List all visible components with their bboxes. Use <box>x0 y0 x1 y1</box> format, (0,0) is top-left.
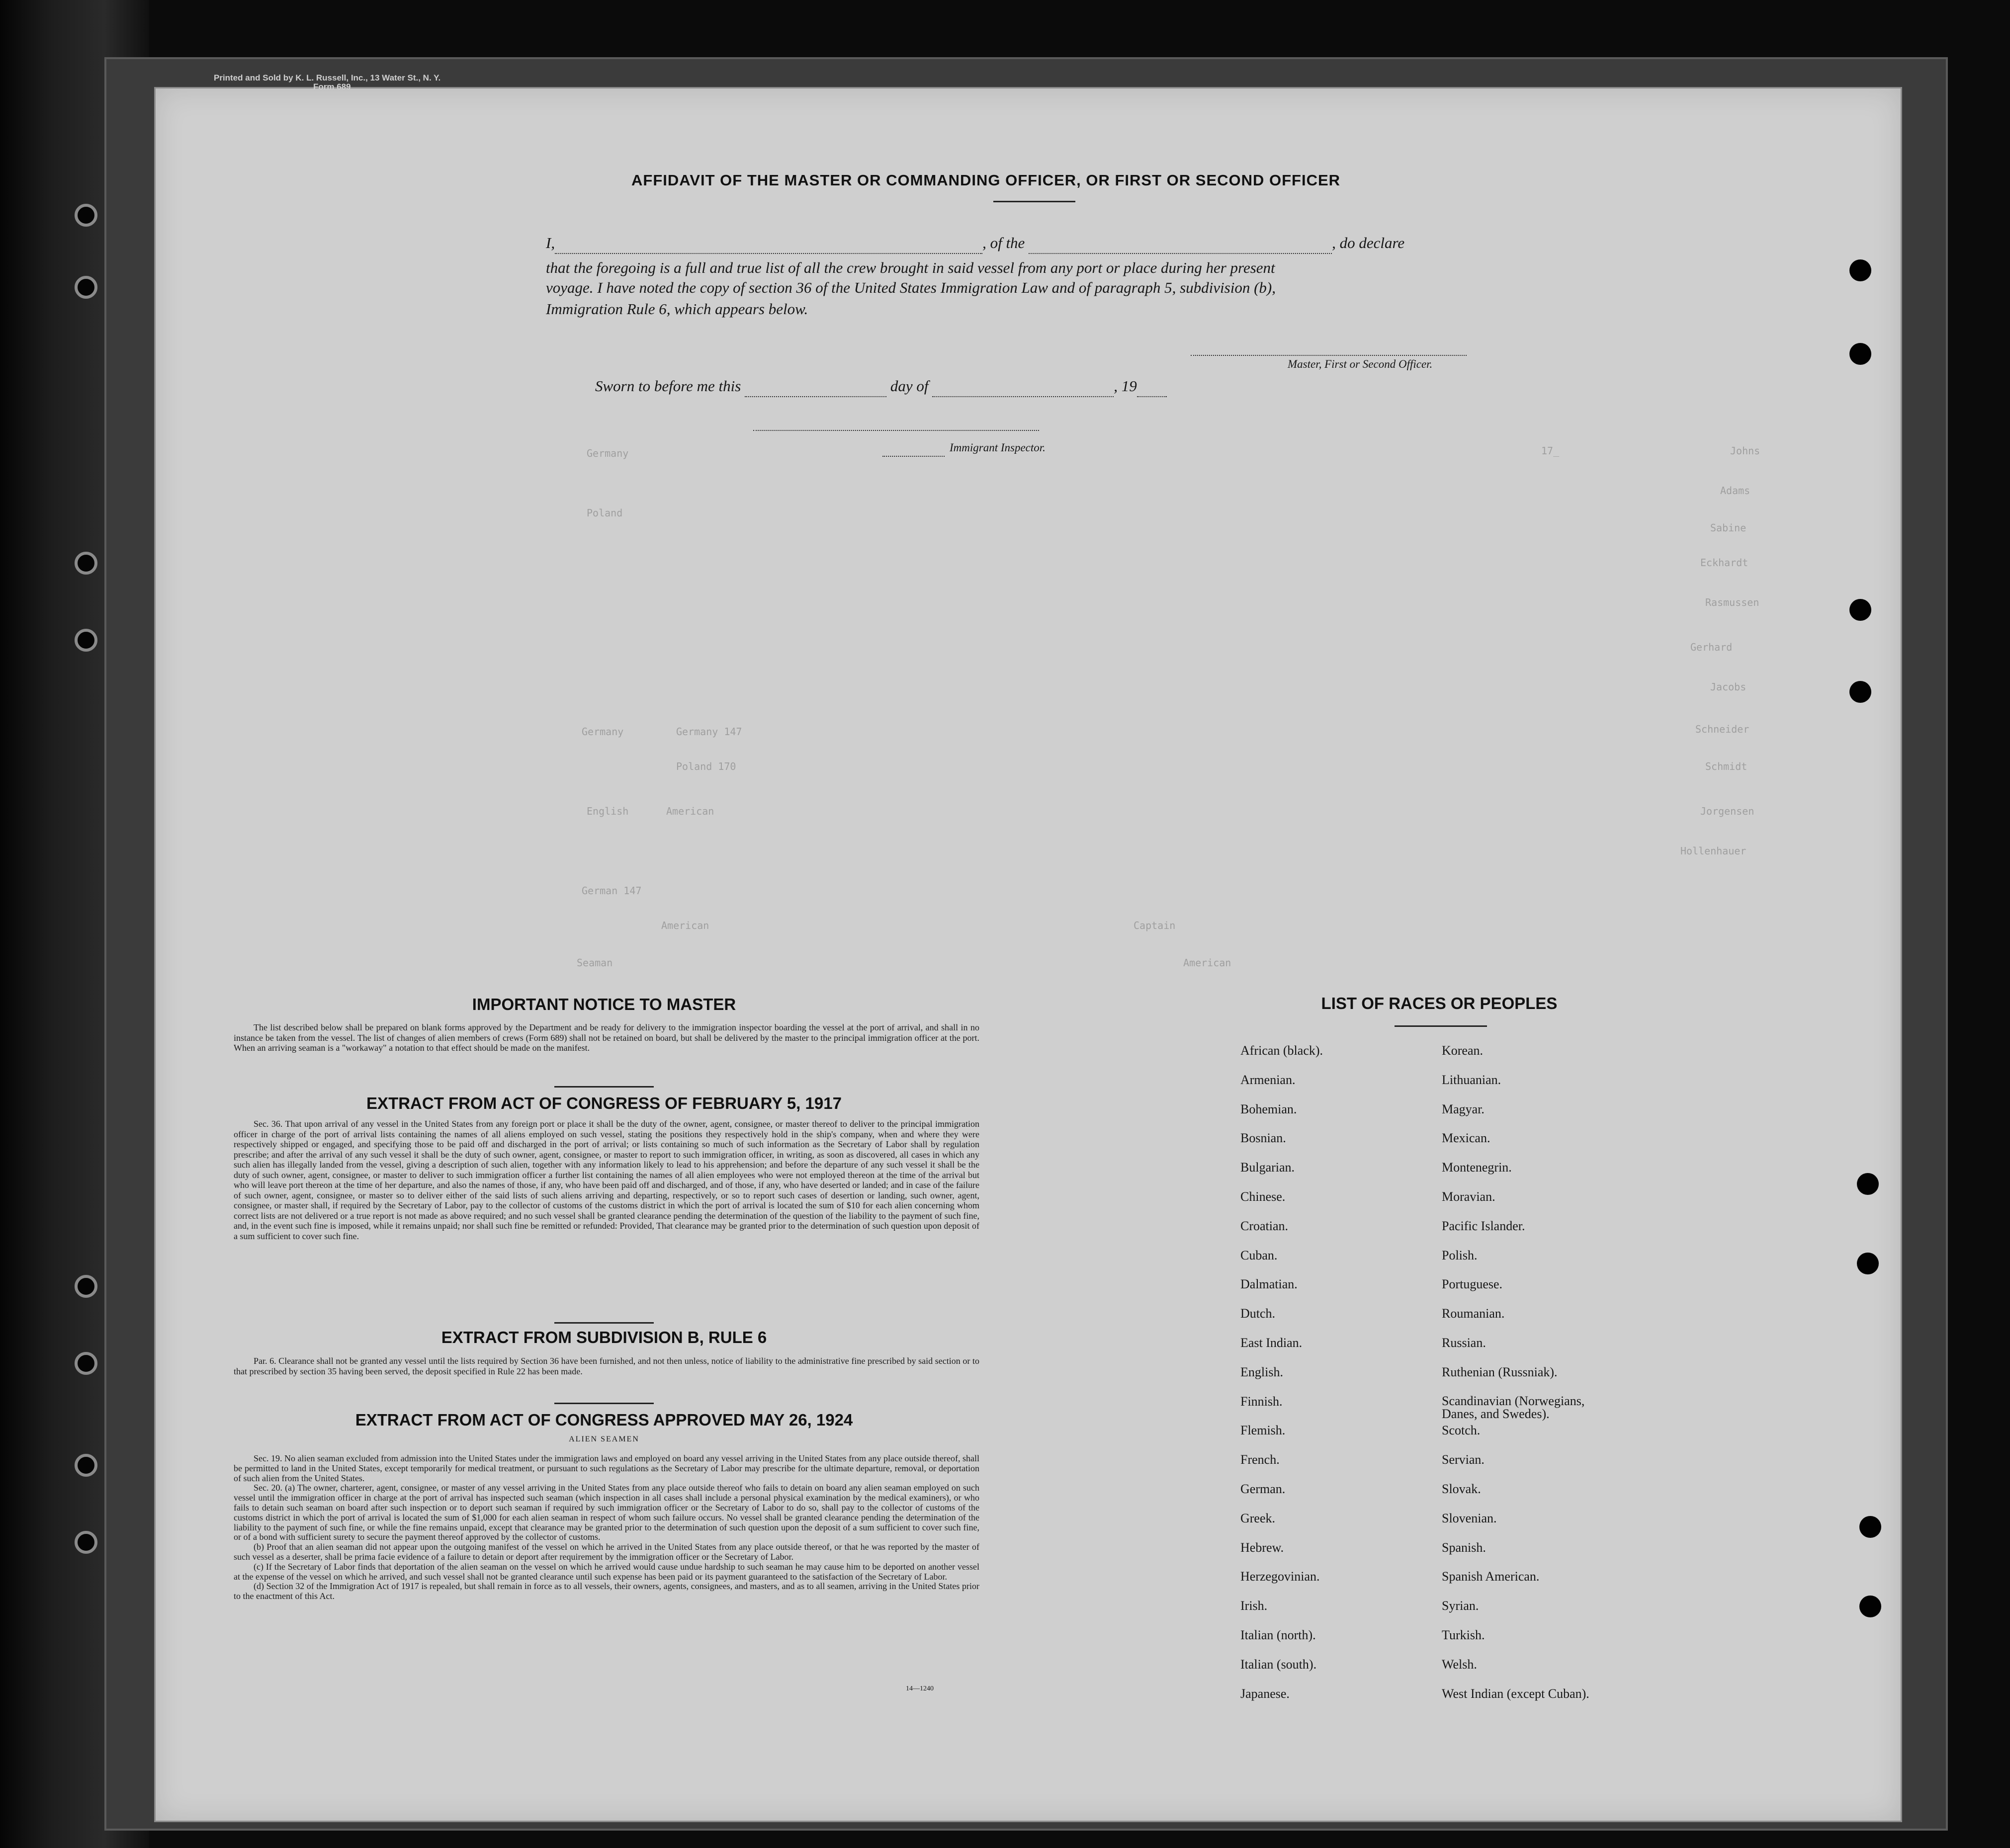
form-number: Form 689 <box>313 82 351 91</box>
race-item: Herzegovinian. <box>1240 1569 1320 1584</box>
extract-1917-title: EXTRACT FROM ACT OF CONGRESS OF FEBRUARY 5, 1917 <box>366 1094 842 1112</box>
race-item: Magyar. <box>1442 1101 1485 1116</box>
race-item: Servian. <box>1442 1452 1485 1467</box>
race-item: Slovenian. <box>1442 1511 1497 1525</box>
alien-seamen-subtitle: ALIEN SEAMEN <box>569 1435 639 1443</box>
race-item: Slovak. <box>1442 1481 1481 1496</box>
races-left-column <box>1240 1044 1323 1716</box>
sec-20a-text: Sec. 20. (a) The owner, charterer, agent, consignee, or master of any vessel arriving in the United States from any place outside thereof who fails to detain on board any alien seaman employed on such vessel until the immigration officer in charge at the port of arrival has inspected such seaman (which inspection in all cases shall include a personal physical examination by the medical examiners), or who fails to detain such seaman on board after such inspection or to deport such seaman if required by such immigration officer or the Secretary of Labor to do so, shall pay to the collector of customs of the customs district in which the port of arrival is located the sum of $1,000 for each alien seaman in respect of whom such failure occurs. No vessel shall be granted clearance pending the determination of the liability to the payment of such fine, or while the fine remains unpaid, except that clearance may be granted prior to the determination of such question upon the deposit of a sum sufficient to cover such fine, or of a bond with sufficient surety to secure the payment thereof approved by the collector of customs. <box>234 1483 979 1542</box>
par-6-text: Par. 6. Clearance shall not be granted any vessel until the lists required by Section 36 have been furnished, and not then unless, notice of liability to the administrative fine prescribed by said section or to that prescribed by section 35 having been served, the deposit specified in Rule 22 has been made. <box>234 1356 979 1376</box>
binder-hole <box>75 1352 97 1375</box>
race-item: Roumanian. <box>1442 1306 1505 1321</box>
race-item: Montenegrin. <box>1442 1160 1512 1175</box>
binder-hole <box>75 1531 97 1554</box>
race-item: Flemish. <box>1240 1423 1286 1438</box>
name-field[interactable] <box>555 242 982 254</box>
race-item: Italian (north). <box>1240 1627 1316 1642</box>
race-item: Japanese. <box>1240 1686 1290 1701</box>
race-item: Welsh. <box>1442 1657 1477 1672</box>
punch-hole <box>1849 259 1871 281</box>
punch-hole <box>1849 681 1871 703</box>
race-item: Chinese. <box>1240 1189 1286 1204</box>
race-item: Spanish American. <box>1442 1569 1540 1584</box>
rule6-title: EXTRACT FROM SUBDIVISION B, RULE 6 <box>441 1328 767 1346</box>
sec-20b-text: (b) Proof that an alien seaman did not appear upon the outgoing manifest of the vessel on which he arrived in the United States from any place outside thereof, or that he was reported by the master of such vessel as a deserter, shall be prima facie evidence of a failure to detain or deport after requirement by the immigration officer or the Secretary of Labor. <box>234 1542 979 1562</box>
race-item: Syrian. <box>1442 1598 1479 1613</box>
section-divider <box>554 1403 654 1404</box>
sworn-day-field[interactable] <box>745 385 886 397</box>
punch-hole <box>1857 1253 1879 1274</box>
race-item: Polish. <box>1442 1248 1478 1262</box>
binder-hole <box>75 204 97 227</box>
section-divider <box>554 1086 654 1088</box>
race-item: German. <box>1240 1481 1286 1496</box>
affidavit-i-label: I, <box>546 234 555 252</box>
race-item: Greek. <box>1240 1511 1276 1525</box>
race-item: Cuban. <box>1240 1248 1278 1262</box>
day-of-label: day of <box>890 377 929 395</box>
binder-hole <box>75 1454 97 1477</box>
sworn-year-field[interactable] <box>1137 385 1167 397</box>
race-item: Pacific Islander. <box>1442 1218 1525 1233</box>
affidavit-line-4: Immigration Rule 6, which appears below. <box>546 300 808 318</box>
races-right-column <box>1442 1044 1606 1716</box>
binder-hole <box>75 629 97 652</box>
race-item: Bosnian. <box>1240 1131 1286 1146</box>
races-title-rule <box>1395 1025 1487 1027</box>
printer-line: Printed and Sold by K. L. Russell, Inc., 13 Water St., N. Y. <box>214 73 441 83</box>
race-item: Portuguese. <box>1442 1277 1503 1292</box>
race-item: French. <box>1240 1452 1280 1467</box>
race-item: Italian (south). <box>1240 1657 1317 1672</box>
binder-hole <box>75 552 97 575</box>
races-title: LIST OF RACES OR PEOPLES <box>1321 994 1558 1012</box>
affidavit-line-1 <box>546 232 1404 254</box>
race-item: East Indian. <box>1240 1335 1303 1350</box>
notice-title: IMPORTANT NOTICE TO MASTER <box>472 995 736 1013</box>
inspector-signature-label: Immigrant Inspector. <box>950 441 1046 454</box>
race-item: Moravian. <box>1442 1189 1495 1204</box>
form-footnote: 14—1240 <box>906 1685 934 1692</box>
punch-hole <box>1859 1596 1881 1617</box>
master-signature-line[interactable] <box>1191 344 1467 356</box>
affidavit-line-2: that the foregoing is a full and true list of all the crew brought in said vessel from any port or place during her present <box>546 259 1275 276</box>
race-item: African (black). <box>1240 1043 1323 1058</box>
notice-body <box>234 1022 979 1053</box>
race-item: West Indian (except Cuban). <box>1442 1686 1589 1701</box>
extract-1924-title: EXTRACT FROM ACT OF CONGRESS APPROVED MAY 26, 1924 <box>355 1411 853 1429</box>
race-item: Croatian. <box>1240 1218 1289 1233</box>
sworn-line <box>595 375 1167 397</box>
sec-20d-text: (d) Section 32 of the Immigration Act of 1917 is repealed, but shall remain in force as to all vessels, their owners, agents, consignees, and masters, and as to all seamen, arriving in the United States prior to the enactment of this Act. <box>234 1581 979 1601</box>
affidavit-title: AFFIDAVIT OF THE MASTER OR COMMANDING OFFICER, OR FIRST OR SECOND OFFICER <box>631 171 1341 189</box>
race-item: Irish. <box>1240 1598 1268 1613</box>
sec-36-text: Sec. 36. That upon arrival of any vessel in the United States from any foreign port or place it shall be the duty of the owner, agent, consignee, or master thereof to deliver to the principal immigration officer in charge of the port of arrival lists containing the names of all aliens employed on such vessel, stating the positions they respectively hold in the ship's company, when and where they were respectively shipped or engaged, and specifying those to be paid off and discharged in the port of arrival; or lists containing so much of such information as the Secretary of Labor shall by regulation prescribe; and after the arrival of any such vessel it shall be the duty of such owner, agent, consignee, or master to report to such immigration officer, in writing, as soon as discovered, all cases in which any such alien has illegally landed from the vessel, giving a description of such alien, together with any information likely to lead to his apprehension; and before the departure of any such vessel it shall be the duty of such owner, agent, consignee, or master to deliver to such immigration officer a further list containing the names of all alien employees who were not employed thereon at the time of the arrival but who will leave port thereon at the time of her departure, and also the names of those, if any, who have been paid off and discharged, and of those, if any, who have deserted or landed; and in case of the failure of such owner, agent, consignee, or master so to deliver either of the said lists of such aliens arriving and departing, respectively, or so to report such cases of desertion or landing, such owner, agent, consignee, or master shall, if required by the Secretary of Labor, pay to the collector of customs of the customs district in which the port of arrival is located the sum of $10 for each alien concerning whom correct lists are not delivered or a true report is not made as above required; and no such vessel shall be granted clearance pending the determination of the question of the liability to the payment of such fine, and, in the event such fine is imposed, while it remains unpaid; nor shall such fine be remitted or refunded: Provided, That clearance may be granted prior to the determination of such question upon deposit of a sum sufficient to cover such fine. <box>234 1119 979 1241</box>
race-item: Scotch. <box>1442 1423 1481 1438</box>
inspector-signature-line-2[interactable] <box>882 445 945 457</box>
race-item: Scandinavian (Norwegians, Danes, and Swedes). <box>1442 1393 1585 1421</box>
race-item: Hebrew. <box>1240 1540 1284 1555</box>
section-divider <box>554 1322 654 1324</box>
race-item: Dutch. <box>1240 1306 1276 1321</box>
punch-hole <box>1859 1516 1881 1538</box>
race-item: Finnish. <box>1240 1394 1283 1409</box>
punch-hole <box>1857 1173 1879 1195</box>
rule6-body <box>234 1356 979 1376</box>
affidavit-of-label: , of the <box>982 234 1025 252</box>
punch-hole <box>1849 599 1871 621</box>
binder-hole <box>75 276 97 299</box>
race-item: Armenian. <box>1240 1072 1296 1087</box>
title-rule <box>993 201 1075 202</box>
race-item: Spanish. <box>1442 1540 1486 1555</box>
notice-text: The list described below shall be prepared on blank forms approved by the Department and be ready for delivery to the immigration inspector boarding the vessel at the port of arrival, and shall in no instance be taken from the vessel. The list of changes of alien members of crews (Form 689) shall not be retained on board, but shall be delivered by the master to the principal immigration officer at the port. When an arriving seaman is a "workaway" a notation to that effect should be made on the manifest. <box>234 1022 979 1053</box>
race-item: Korean. <box>1442 1043 1484 1058</box>
extract-1917-body <box>234 1119 979 1241</box>
affidavit-line-3: voyage. I have noted the copy of section 36 of the United States Immigration Law and of paragraph 5, subdivision (b), <box>546 279 1276 296</box>
race-item: Lithuanian. <box>1442 1072 1501 1087</box>
race-item: Turkish. <box>1442 1627 1485 1642</box>
sworn-month-field[interactable] <box>932 385 1114 397</box>
extract-1924-body <box>234 1454 979 1601</box>
year-label: , 19 <box>1114 377 1137 395</box>
race-item: Ruthenian (Russniak). <box>1442 1364 1558 1379</box>
race-item: Bohemian. <box>1240 1101 1297 1116</box>
race-item: English. <box>1240 1364 1283 1379</box>
race-item: Mexican. <box>1442 1131 1490 1146</box>
inspector-signature-line[interactable] <box>753 419 1039 431</box>
race-item: Russian. <box>1442 1335 1486 1350</box>
master-signature-label: Master, First or Second Officer. <box>1288 358 1433 370</box>
race-item: Dalmatian. <box>1240 1277 1298 1292</box>
sworn-label: Sworn to before me this <box>595 377 741 395</box>
sec-19-text: Sec. 19. No alien seaman excluded from admission into the United States under the immigration laws and employed on board any vessel arriving in the United States from any place outside thereof, shall be permitted to land in the United States, except temporarily for medical treatment, or pursuant to such regulations as the Secretary of Labor may prescribe for the ultimate departure, removal, or deportation of such alien from the United States. <box>234 1453 979 1483</box>
affidavit-declare-label: , do declare <box>1332 234 1405 252</box>
position-field[interactable] <box>1029 242 1332 254</box>
binder-hole <box>75 1275 97 1298</box>
race-item: Bulgarian. <box>1240 1160 1295 1175</box>
printer-imprint <box>214 74 440 91</box>
sec-20c-text: (c) If the Secretary of Labor finds that deportation of the alien seaman on the vessel on which he arrived would cause undue hardship to such seaman he may cause him to be deported on another vessel at the expense of the vessel on which he arrived, and such vessel shall not be granted clearance until such expense has been paid or its payment guaranteed to the satisfaction of the Secretary of Labor. <box>234 1561 979 1582</box>
punch-hole <box>1849 343 1871 365</box>
